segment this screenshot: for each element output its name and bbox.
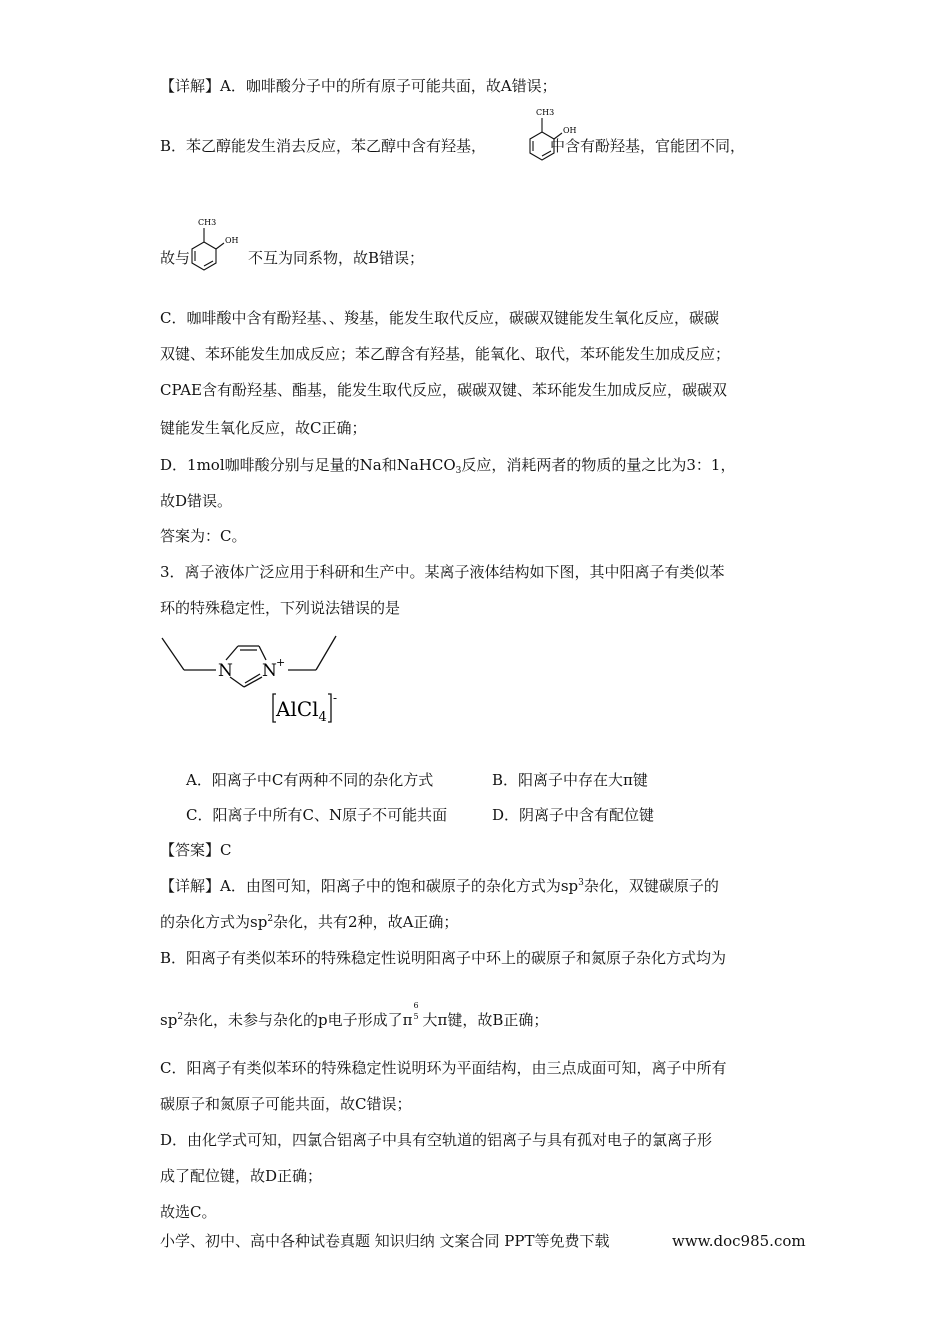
text: 的杂化方式为sp xyxy=(160,913,268,931)
subscript: 3 xyxy=(455,466,462,476)
option-a: A．阳离子中C有两种不同的杂化方式 xyxy=(186,771,434,789)
explanation-c-line3: CPAE含有酚羟基、酯基，能发生取代反应，碳碳双键、苯环能发生加成反应，碳碳双 xyxy=(160,381,727,399)
answer-line: 答案为：C。 xyxy=(160,527,247,545)
text: 杂化，未参与杂化的p电子形成了π xyxy=(183,1011,413,1029)
question-3-stem-line1: 3．离子液体广泛应用于科研和生产中。某离子液体结构如下图，其中阳离子有类似苯 xyxy=(160,563,725,581)
anion-formula: AlCl$_4$ xyxy=(276,697,327,725)
final-choice: 故选C。 xyxy=(160,1203,217,1221)
ch3-label: CH3 xyxy=(198,218,217,227)
explanation-3b-line2 xyxy=(160,1001,549,1030)
superscript: 3 xyxy=(578,878,584,888)
explanation-a: 【详解】A．咖啡酸分子中的所有原子可能共面，故A错误； xyxy=(160,77,557,95)
explanation-b2-post: 不互为同系物，故B错误； xyxy=(248,249,425,267)
text: sp xyxy=(160,1011,178,1029)
o-cresol-structure-1 xyxy=(518,104,584,164)
explanation-3a-line1 xyxy=(160,876,719,896)
explanation-d-pre: D．1mol咖啡酸分别与足量的Na和NaHCO xyxy=(160,456,456,474)
ionic-liquid-structure xyxy=(158,630,358,730)
pi-index xyxy=(413,1001,423,1030)
pi-subscript: 5 xyxy=(413,1012,419,1021)
ring-nitrogen-1: N xyxy=(218,661,233,681)
oh-label: OH xyxy=(225,236,239,245)
option-b: B．阳离子中存在大π键 xyxy=(492,771,648,789)
explanation-b-pre: B．苯乙醇能发生消去反应，苯乙醇中含有羟基， xyxy=(160,137,487,155)
explanation-b2-pre: 故与 xyxy=(160,249,191,267)
option-c: C．阳离子中所有C、N原子不可能共面 xyxy=(186,806,448,824)
question-3-stem-line2: 环的特殊稳定性，下列说法错误的是 xyxy=(160,599,401,617)
superscript: 2 xyxy=(267,914,274,924)
explanation-3a-line2 xyxy=(160,912,458,932)
ring-nitrogen-2: N xyxy=(262,661,277,681)
cation-charge: + xyxy=(276,656,286,669)
footer-url[interactable]: www.doc985.com xyxy=(672,1232,806,1250)
pi-superscript: 6 xyxy=(413,1001,419,1010)
explanation-c-line4: 键能发生氧化反应，故C正确； xyxy=(160,419,367,437)
explanation-3b-line1: B．阳离子有类似苯环的特殊稳定性说明阳离子中环上的碳原子和氮原子杂化方式均为 xyxy=(160,949,727,967)
explanation-c-line1: C．咖啡酸中含有酚羟基、、羧基，能发生取代反应，碳碳双键能发生氧化反应，碳碳 xyxy=(160,309,719,327)
footer xyxy=(160,1231,806,1251)
answer-label: 【答案】C xyxy=(160,841,232,859)
text: 【详解】A．由图可知，阳离子中的饱和碳原子的杂化方式为sp xyxy=(160,877,579,895)
explanation-3d-line1: D．由化学式可知，四氯合铝离子中具有空轨道的铝离子与具有孤对电子的氯离子形 xyxy=(160,1131,713,1149)
explanation-3c-line2: 碳原子和氮原子可能共面，故C错误； xyxy=(160,1095,412,1113)
superscript: 2 xyxy=(177,1012,184,1022)
anion-charge: - xyxy=(333,691,338,705)
explanation-d-post: 反应，消耗两者的物质的量之比为3：1， xyxy=(461,456,736,474)
footer-text: 小学、初中、高中各种试卷真题 知识归纳 文案合同 PPT等免费下载 xyxy=(160,1232,610,1250)
text: 大π键，故B正确； xyxy=(422,1011,549,1029)
explanation-b-line1 xyxy=(160,136,745,156)
explanation-d-line2: 故D错误。 xyxy=(160,492,233,510)
option-d: D．阴离子中含有配位键 xyxy=(492,806,655,824)
explanation-3c-line1: C．阳离子有类似苯环的特殊稳定性说明环为平面结构，由三点成面可知，离子中所有 xyxy=(160,1059,727,1077)
explanation-b-post: 中含有酚羟基，官能团不同， xyxy=(550,137,746,155)
ch3-label: CH3 xyxy=(536,108,555,117)
explanation-b-line2 xyxy=(160,248,424,268)
explanation-d-line1 xyxy=(160,455,735,475)
explanation-3d-line2: 成了配位键，故D正确； xyxy=(160,1167,323,1185)
oh-label: OH xyxy=(563,126,577,135)
text: 杂化，共有2种，故A正确； xyxy=(273,913,459,931)
explanation-c-line2: 双键、苯环能发生加成反应；苯乙醇含有羟基，能氧化、取代，苯环能发生加成反应； xyxy=(160,345,731,363)
text: 杂化，双键碳原子的 xyxy=(583,877,719,895)
